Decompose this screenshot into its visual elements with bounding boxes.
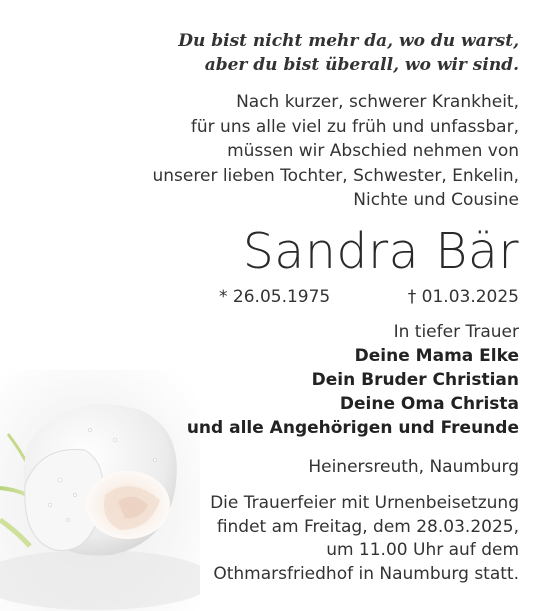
motto-line: Du bist nicht mehr da, wo du warst, (178, 31, 519, 51)
motto-quote (79, 30, 519, 77)
ceremony-line: um 11.00 Uhr auf dem (326, 540, 519, 560)
intro-line: für uns alle viel zu früh und unfassbar, (190, 116, 519, 137)
intro-line: Nichte und Cousine (353, 190, 519, 210)
motto-line: aber du bist überall, wo wir sind. (204, 54, 519, 75)
mourning-intro: In tiefer Trauer (393, 322, 519, 342)
ceremony-line: findet am Freitag, dem 28.03.2025, (216, 516, 519, 537)
mourners-list (79, 320, 519, 440)
birth-date: * 26.05.1975 (219, 287, 331, 307)
intro-line: Nach kurzer, schwerer Krankheit, (236, 92, 519, 112)
mourner-name: Dein Bruder Christian (311, 370, 519, 390)
place-line: Heinersreuth, Naumburg (308, 457, 519, 477)
intro-line: müssen wir Abschied nehmen von (227, 141, 519, 161)
announcement-intro (79, 90, 519, 213)
mourner-name: Deine Oma Christa (339, 394, 519, 414)
ceremony-line: Die Trauerfeier mit Urnenbeisetzung (210, 493, 519, 513)
death-date: † 01.03.2025 (407, 287, 519, 307)
life-dates (219, 285, 519, 309)
ceremony-line: Othmarsfriedhof in Naumburg statt. (213, 563, 519, 584)
deceased-name: Sandra Bär (242, 223, 519, 280)
intro-line: unserer lieben Tochter, Schwester, Enkelin, (152, 165, 519, 186)
ceremony-notice (189, 492, 519, 586)
mourner-name: Deine Mama Elke (354, 346, 519, 366)
mourner-name: und alle Angehörigen und Freunde (186, 418, 519, 438)
